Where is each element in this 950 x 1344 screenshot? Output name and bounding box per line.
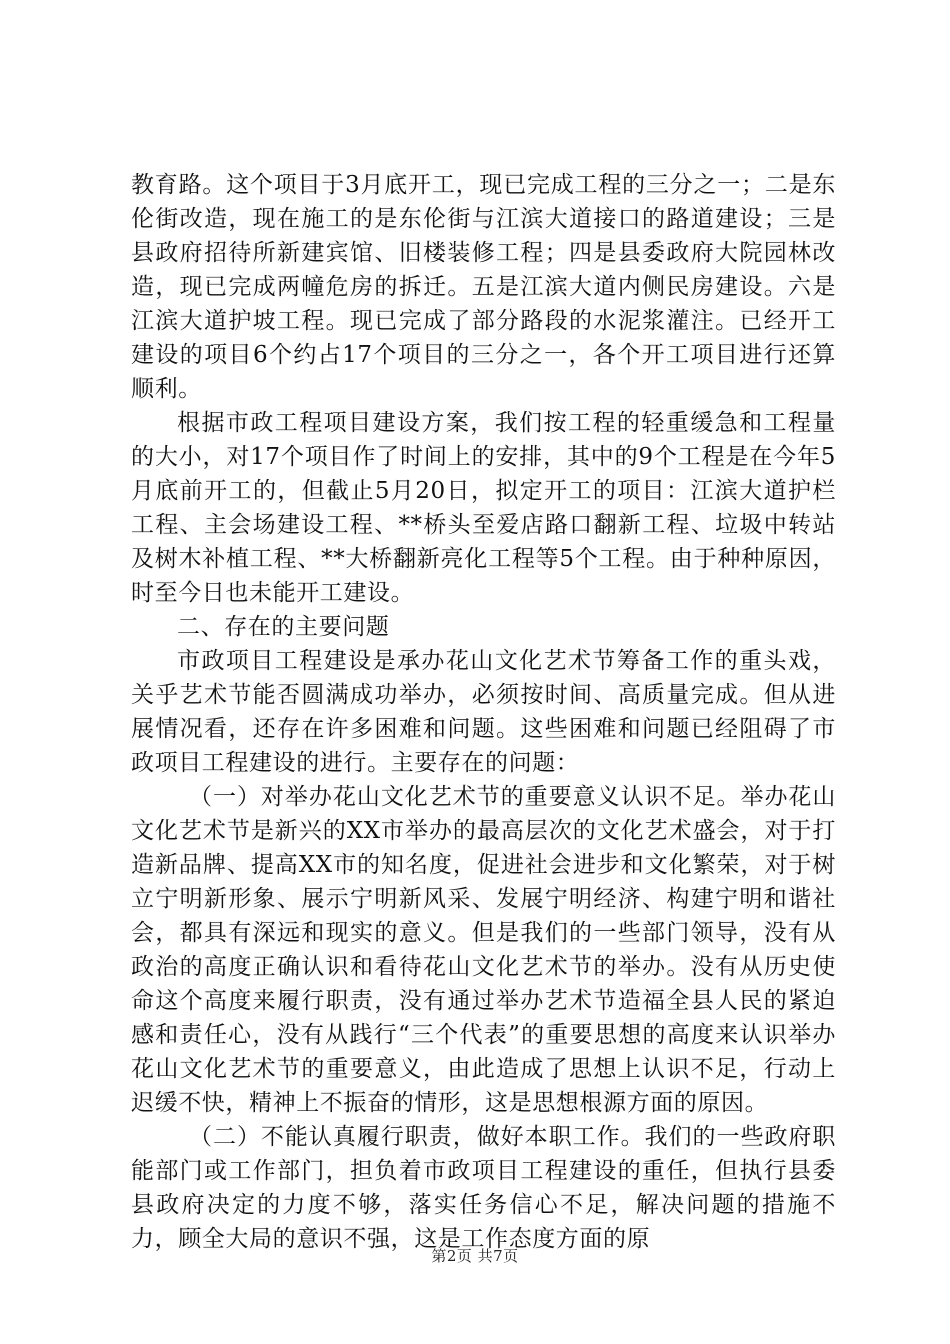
page-footer: 第2页 共7页 <box>431 1247 519 1265</box>
paragraph-problem-2: （二）不能认真履行职责，做好本职工作。我们的一些政府职能部门或工作部门，担负着市政项目工程建设的重任，但执行县委县政府决定的力度不够，落实任务信心不足，解决问题的措施不力，顾全大局的意识不强，这是工作态度方面的原 <box>131 1124 836 1252</box>
paragraph-problems-intro: 市政项目工程建设是承办花山文化艺术节筹备工作的重头戏，关乎艺术节能否圆满成功举办，必须按时间、高质量完成。但从进展情况看，还存在许多困难和问题。这些困难和问题已经阻碍了市政项目工程建设的进行。主要存在的问题： <box>131 648 836 776</box>
section-heading-main-problems: 二、存在的主要问题 <box>177 614 390 640</box>
paragraph-problem-1: （一）对举办花山文化艺术节的重要意义认识不足。举办花山文化艺术节是新兴的XX市举办的最高层次的文化艺术盛会，对于打造新品牌、提高XX市的知名度，促进社会进步和文化繁荣，对于树立宁明新形象、展示宁明新风采、发展宁明经济、构建宁明和谐社会，都具有深远和现实的意义。但是我们的一些部门领导，没有从政治的高度正确认识和看待花山文化艺术节的举办。没有从历史使命这个高度来履行职责，没有通过举办艺术节造福全县人民的紧迫感和责任心，没有从践行“三个代表”的重要思想的高度来认识举办花山文化艺术节的重要意义，由此造成了思想上认识不足，行动上迟缓不快，精神上不振奋的情形，这是思想根源方面的原因。 <box>131 784 836 1116</box>
paragraph-schedule: 根据市政工程项目建设方案，我们按工程的轻重缓急和工程量的大小，对17个项目作了时间上的安排，其中的9个工程是在今年5月底前开工的，但截止5月20日，拟定开工的项目：江滨大道护栏工程、主会场建设工程、**桥头至爱店路口翻新工程、垃圾中转站及树木补植工程、**大桥翻新亮化工程等5个工程。由于种种原因，时至今日也未能开工建设。 <box>131 410 836 606</box>
document-body <box>131 168 836 1256</box>
paragraph-continuation: 教育路。这个项目于3月底开工，现已完成工程的三分之一；二是东伦街改造，现在施工的是东伦街与江滨大道接口的路道建设；三是县政府招待所新建宾馆、旧楼装修工程；四是县委政府大院园林改造，现已完成两幢危房的拆迁。五是江滨大道内侧民房建设。六是江滨大道护坡工程。现已完成了部分路段的水泥浆灌注。已经开工建设的项目6个约占17个项目的三分之一，各个开工项目进行还算顺利。 <box>131 172 836 402</box>
